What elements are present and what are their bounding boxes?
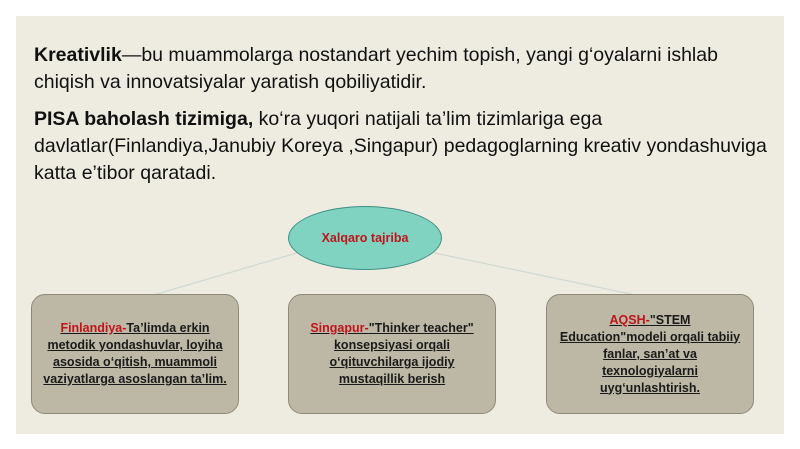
box-aqsh-country: AQSH- [609, 312, 650, 327]
definition-term: Kreativlik [34, 44, 122, 66]
box-finlandiya-text [40, 320, 230, 388]
box-singapur-text [297, 320, 487, 388]
definition-text: —bu muammolarga nostandart yechim topish, yangi g‘oyalarni ishlab chiqish va innovatsiyalar yaratish qobiliyatidir. [34, 44, 718, 93]
box-finlandiya-country: Finlandiya- [60, 321, 127, 335]
box-aqsh [546, 294, 754, 414]
connector-left [150, 252, 300, 296]
box-aqsh-desc: "STEM Education"modeli orqali tabiiy fanlar, san’at va texnologiyalarni uyg‘unlashtirish. [559, 312, 741, 395]
box-singapur-country: Singapur- [310, 321, 369, 335]
pisa-text: ko‘ra yuqori natijali ta’lim tizimlariga ega davlatlar(Finlandiya,Janubiy Koreya ,Singapur) pedagoglarning kreativ yondashuviga katta e’tibor qaratadi. [34, 108, 767, 184]
center-label: Xalqaro tajriba [321, 231, 409, 245]
box-aqsh-text [555, 312, 745, 397]
connector-right [430, 252, 640, 296]
box-finlandiya [31, 294, 239, 414]
box-singapur [288, 294, 496, 414]
pisa-term: PISA baholash tizimiga, [34, 108, 254, 130]
box-finlandiya-desc: Ta’limda erkin metodik yondashuvlar, loyiha asosida o‘qitish, muammoli vaziyatlarga asoslangan ta’lim. [43, 321, 227, 386]
center-oval [288, 206, 442, 270]
box-singapur-desc: "Thinker teacher" konsepsiyasi orqali o‘qituvchilarga ijodiy mustaqillik berish [329, 321, 474, 386]
